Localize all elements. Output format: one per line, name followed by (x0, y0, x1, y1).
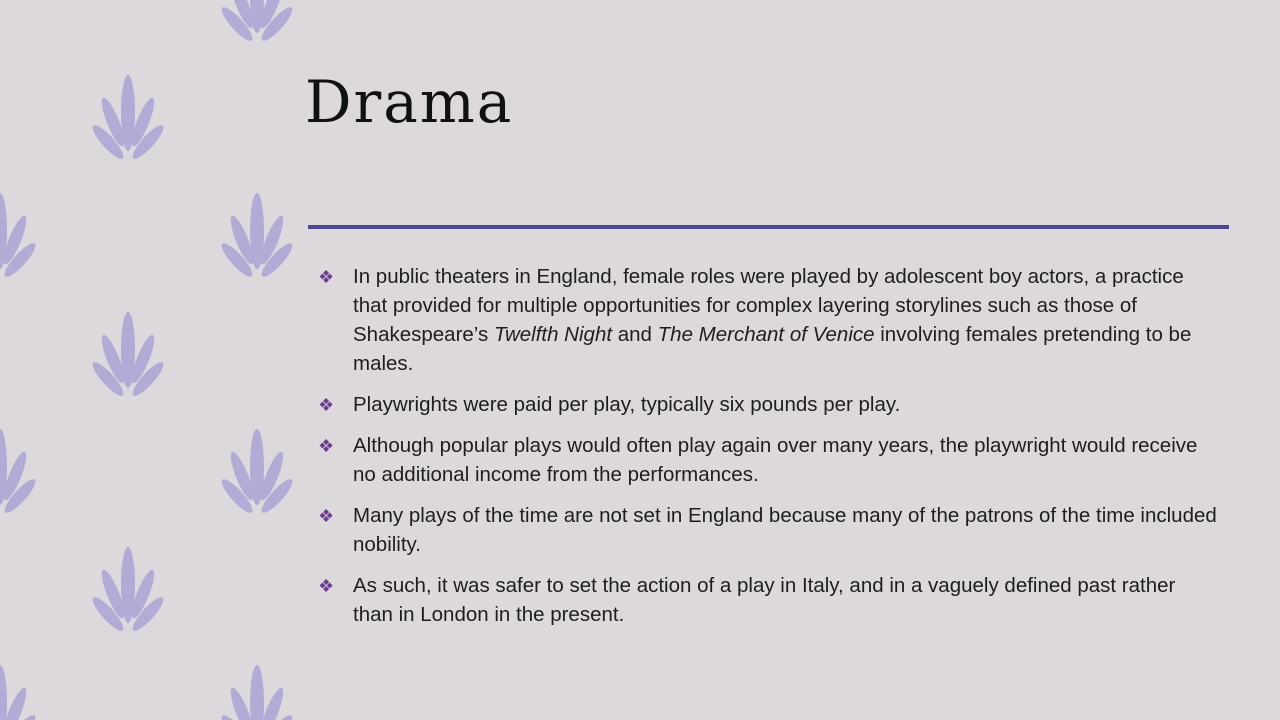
leaf-sprig-icon (89, 75, 167, 162)
play-title: The Merchant of Venice (657, 323, 875, 346)
bullet-item (318, 571, 1218, 629)
diamond-bullet-icon: ❖ (318, 506, 335, 526)
bullet-item (318, 501, 1218, 559)
leaf-sprig-icon (218, 665, 296, 720)
leaf-sprig-icon (0, 665, 39, 720)
leaf-sprig-icon (0, 429, 39, 516)
leaf-sprig-icon (218, 0, 296, 44)
diamond-bullet-icon: ❖ (318, 576, 335, 596)
leaf-sprig-icon (89, 547, 167, 634)
leaf-sprig-icon (89, 312, 167, 399)
title-divider (308, 225, 1229, 229)
bullet-item (318, 431, 1218, 489)
bullet-text: Although popular plays would often play again over many years, the playwright would receive no additional income from the performances. (353, 434, 1198, 486)
bullet-list (318, 262, 1218, 641)
bullet-text: In public theaters in England, female roles were played by adolescent boy actors, a practice that provided for multiple opportunities for complex layering storylines such as those of Shakespeare’s Twelfth Night and The Merchant of Venice involving females pretending to be males. (353, 265, 1192, 375)
diamond-bullet-icon: ❖ (318, 395, 335, 415)
leaf-sprig-icon (218, 429, 296, 516)
leaf-sprig-icon (218, 193, 296, 280)
diamond-bullet-icon: ❖ (318, 267, 335, 287)
bullet-text: Many plays of the time are not set in England because many of the patrons of the time included nobility. (353, 504, 1217, 556)
bullet-text: Playwrights were paid per play, typically six pounds per play. (353, 393, 901, 416)
play-title: Twelfth Night (493, 323, 613, 346)
bullet-item (318, 390, 1218, 419)
slide-title: Drama (305, 68, 514, 136)
leaf-sprig-icon (0, 193, 39, 280)
leaf-pattern-background (0, 0, 300, 720)
bullet-text: As such, it was safer to set the action of a play in Italy, and in a vaguely defined past rather than in London in the present. (353, 574, 1176, 626)
bullet-item (318, 262, 1218, 378)
diamond-bullet-icon: ❖ (318, 436, 335, 456)
